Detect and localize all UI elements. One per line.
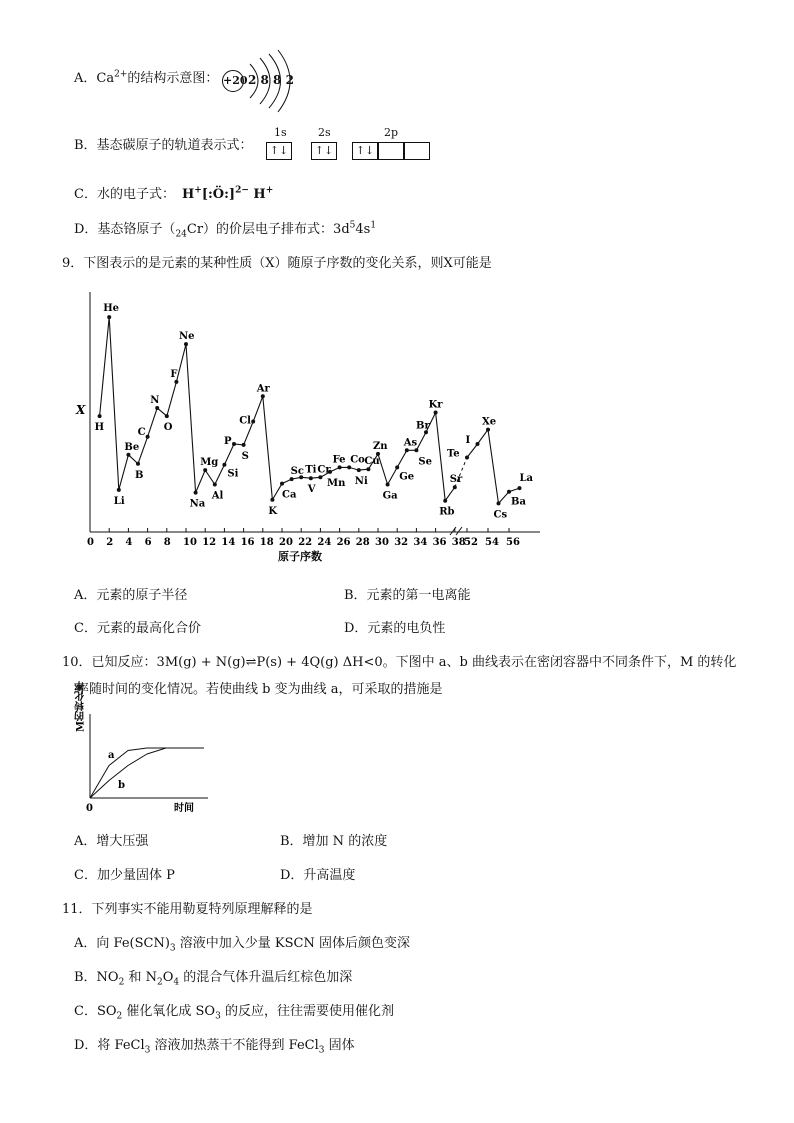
data-point-B <box>136 462 140 466</box>
x-tick-label: 54 <box>485 537 499 548</box>
q8-option-a: A．$Ca^{2+}$的结构示意图： <box>74 69 219 86</box>
element-label-Ti: Ti <box>305 464 317 476</box>
data-point-H <box>98 414 102 418</box>
element-label-P: P <box>224 436 232 447</box>
ionization-chart <box>60 282 560 572</box>
element-label-Ni: Ni <box>354 476 368 488</box>
x-tick-label: 52 <box>464 537 478 548</box>
data-point-Sr <box>453 485 457 489</box>
data-point-N <box>155 406 159 410</box>
q10-option-b: B．增加 N 的浓度 <box>280 834 388 849</box>
data-point-K <box>270 498 274 502</box>
data-point-Ni <box>357 468 361 472</box>
x-tick-label: 26 <box>336 537 351 548</box>
x-tick-label: 28 <box>355 537 370 548</box>
data-point-Ar <box>261 394 265 398</box>
element-label-Ne: Ne <box>179 331 195 343</box>
q8-option-b: B．基态碳原子的轨道表示式： <box>74 138 253 153</box>
element-label-C: C <box>137 426 146 438</box>
data-point-Sc <box>290 477 294 481</box>
element-label-Cu: Cu <box>364 456 380 468</box>
element-label-Fe: Fe <box>332 454 346 466</box>
data-point-La <box>518 486 522 490</box>
element-label-Si: Si <box>227 468 239 480</box>
y-axis-label: M的转化率 <box>75 680 87 732</box>
origin-label: 0 <box>86 803 93 814</box>
q9-option-a: A．元素的原子半径 <box>74 588 188 603</box>
orbital-box-2p-2 <box>378 142 404 160</box>
element-label-Se: Se <box>418 456 432 468</box>
element-label-Be: Be <box>124 441 140 453</box>
data-point-Fe <box>338 465 342 469</box>
element-label-F: F <box>170 368 178 380</box>
q8-option-c: C．水的电子式： <box>74 187 175 202</box>
data-point-P <box>232 442 236 446</box>
q9-stem: 9．下图表示的是元素的某种性质（X）随原子序数的变化关系，则X可能是 <box>62 256 492 271</box>
x-tick-label: 12 <box>202 537 217 548</box>
orbital-label-2p: 2p <box>384 126 399 139</box>
orbital-box-2p-3 <box>404 142 430 160</box>
data-point-S <box>242 443 246 447</box>
element-label-N: N <box>150 395 160 406</box>
data-point-O <box>165 414 169 418</box>
element-label-Ge: Ge <box>399 471 415 483</box>
x-tick-label: 56 <box>506 537 520 548</box>
element-label-I: I <box>465 435 471 446</box>
x-tick-label: 24 <box>317 537 332 548</box>
x-tick-label: 4 <box>125 537 133 548</box>
x-tick-label: 6 <box>144 537 152 548</box>
data-point-He <box>107 315 111 319</box>
data-point-Ca <box>280 482 284 486</box>
data-point-Kr <box>434 411 438 415</box>
data-point-Cu <box>366 467 370 471</box>
orbital-box-2p-1: ↑↓ <box>352 142 378 160</box>
orbital-label-2s: 2s <box>318 126 331 139</box>
data-point-Cl <box>251 420 255 424</box>
x-tick-label: 18 <box>259 537 274 548</box>
axis-break <box>450 527 462 535</box>
element-label-Mn: Mn <box>327 477 346 489</box>
element-label-K: K <box>268 505 278 517</box>
q10-option-a: A．增大压强 <box>74 834 149 849</box>
data-point-Te <box>465 456 469 460</box>
element-label-Cl: Cl <box>239 415 251 427</box>
data-point-I <box>476 442 480 446</box>
element-label-La: La <box>519 473 534 485</box>
data-point-Co <box>347 465 351 469</box>
data-point-Na <box>194 491 198 495</box>
q10-stem-line1: 10．已知反应：3M(g) + N(g)⇌P(s) + 4Q(g) ΔH<0。下图中 a、b 曲线表示在密闭容器中不同条件下，M 的转化 <box>62 655 737 670</box>
q10-option-d: D．升高温度 <box>280 868 356 883</box>
x-tick-label: 20 <box>279 537 293 548</box>
data-point-Mg <box>203 468 207 472</box>
x-tick-label: 16 <box>240 537 255 548</box>
data-point-Ge <box>395 465 399 469</box>
element-label-Br: Br <box>416 420 430 432</box>
x-tick-label: 32 <box>394 537 409 548</box>
element-label-He: He <box>103 303 120 315</box>
element-label-Na: Na <box>189 498 206 510</box>
element-label-O: O <box>163 422 173 434</box>
data-point-Al <box>213 483 217 487</box>
data-point-Ne <box>184 342 188 346</box>
q10-option-c: C．加少量固体 P <box>74 868 175 883</box>
element-label-B: B <box>135 469 144 481</box>
data-point-V <box>309 476 313 480</box>
data-point-Cr <box>318 475 322 479</box>
element-label-V: V <box>307 484 316 496</box>
element-label-Li: Li <box>113 495 125 507</box>
element-label-Xe: Xe <box>482 416 497 428</box>
element-label-Co: Co <box>350 454 365 466</box>
element-label-Zn: Zn <box>373 440 388 452</box>
data-point-Se <box>414 448 418 452</box>
orbital-label-1s: 1s <box>274 126 287 139</box>
data-point-Li <box>117 488 121 492</box>
q11-option-d: D．将 FeCl$_3$ 溶液加热蒸干不能得到 FeCl$_3$ 固体 <box>74 1038 355 1056</box>
q11-option-c: C．$SO_2$ 催化氧化成 $SO_3$ 的反应，往往需要使用催化剂 <box>74 1004 394 1022</box>
orbital-box-2s: ↑↓ <box>311 142 337 160</box>
orbital-box-1s: ↑↓ <box>266 142 292 160</box>
curve-label-b: b <box>118 780 125 791</box>
data-point-F <box>174 380 178 384</box>
element-label-Te: Te <box>447 448 460 460</box>
x-tick-label: 34 <box>413 537 428 548</box>
conversion-chart <box>68 680 218 820</box>
element-label-Cr: Cr <box>317 464 331 476</box>
x-tick-label: 0 <box>87 537 94 548</box>
data-point-Ba <box>507 490 511 494</box>
data-point-Rb <box>443 499 447 503</box>
x-tick-label: 36 <box>432 537 447 548</box>
y-axis-label: X <box>76 403 86 417</box>
x-tick-label: 22 <box>298 537 313 548</box>
q11-option-a: A．向 $Fe(SCN)_3$ 溶液中加入少量 KSCN 固体后颜色变深 <box>74 936 410 954</box>
q8-option-d: D．基态铬原子$(_{24}Cr)$的价层电子排布式：$3d^54s^1$ <box>74 220 377 240</box>
q10-stem-line2: 率随时间的变化情况。若使曲线 b 变为曲线 a，可采取的措施是 <box>76 682 443 697</box>
data-point-Be <box>126 453 130 457</box>
element-label-Ar: Ar <box>256 383 270 395</box>
element-label-Sr: Sr <box>449 474 463 486</box>
element-label-Mg: Mg <box>200 457 219 469</box>
electron-shells-label: 2 8 8 2 <box>248 73 294 87</box>
element-label-Sc: Sc <box>290 466 304 478</box>
element-label-As: As <box>403 437 418 449</box>
element-label-Al: Al <box>211 490 224 502</box>
q9-option-c: C．元素的最高化合价 <box>74 621 201 636</box>
q9-option-d: D．元素的电负性 <box>344 621 446 636</box>
x-axis-label: 原子序数 <box>278 550 322 563</box>
x-tick-label: 38 <box>451 537 466 548</box>
x-tick-label: 8 <box>163 537 171 548</box>
x-tick-label: 10 <box>183 537 197 548</box>
water-electron-formula: H+[:Ö:]$^{2-}$ H+ <box>182 185 274 202</box>
element-label-Kr: Kr <box>428 399 443 411</box>
q9-option-b: B．元素的第一电离能 <box>344 588 471 603</box>
element-label-Ga: Ga <box>382 490 398 502</box>
x-tick-label: 30 <box>375 537 389 548</box>
element-label-S: S <box>241 450 249 462</box>
electron-shell-arcs <box>236 48 296 114</box>
x-axis-label: 时间 <box>174 803 194 814</box>
element-label-Rb: Rb <box>439 506 455 518</box>
q11-stem: 11．下列事实不能用勒夏特列原理解释的是 <box>62 902 313 917</box>
series-line-period5-6 <box>467 430 520 504</box>
element-label-H: H <box>94 422 105 434</box>
curve-label-a: a <box>108 750 115 761</box>
data-point-As <box>405 448 409 452</box>
data-point-Xe <box>486 428 490 432</box>
element-label-Cs: Cs <box>493 509 508 521</box>
data-point-C <box>146 435 150 439</box>
data-point-Ga <box>386 483 390 487</box>
x-tick-label: 14 <box>221 537 236 548</box>
element-label-Ba: Ba <box>511 496 526 508</box>
data-point-Cs <box>497 501 501 505</box>
nucleus-circle: +20 <box>222 70 244 92</box>
q11-option-b: B．$NO_2$ 和 $N_2O_4$ 的混合气体升温后红棕色加深 <box>74 970 353 988</box>
element-label-Ca: Ca <box>282 489 297 501</box>
x-tick-label: 2 <box>106 537 114 548</box>
data-point-Si <box>222 463 226 467</box>
